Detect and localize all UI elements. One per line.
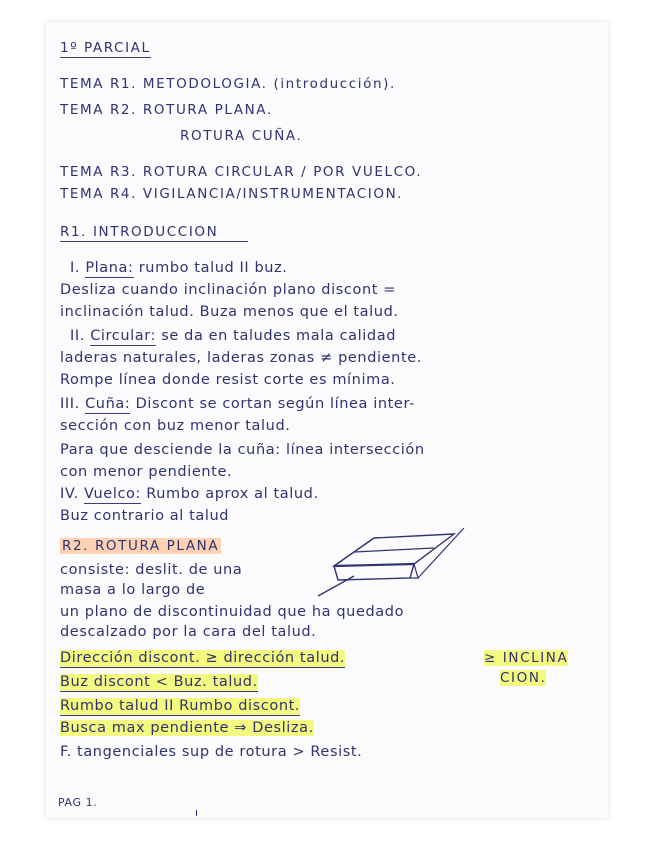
- tick-mark: [196, 810, 197, 816]
- tema-r2-cuna: ROTURA CUÑA.: [180, 128, 303, 144]
- section-r1-heading: R1. INTRODUCCION: [60, 224, 248, 240]
- highlight-line-buz: Buz discont < Buz. talud.: [60, 674, 258, 690]
- tema-r2: TEMA R2. ROTURA PLANA.: [60, 102, 273, 118]
- highlight-line-direccion: Dirección discont. ≥ dirección talud.: [60, 650, 346, 666]
- note-line-19: Buz contrario al talud: [60, 508, 230, 524]
- note-line-12: laderas naturales, laderas zonas ≠ pendiente.: [60, 350, 422, 366]
- notebook-page: [46, 22, 608, 818]
- note-line-24: descalzado por la cara del talud.: [60, 624, 317, 640]
- note-line-13: Rompe línea donde resist corte es mínima.: [60, 372, 396, 388]
- tema-r3: TEMA R3. ROTURA CIRCULAR / POR VUELCO.: [60, 164, 423, 180]
- highlight-line-busca: Busca max pendiente ⇒ Desliza.: [60, 720, 314, 736]
- page-number: PAG 1.: [58, 796, 98, 809]
- highlight-inclina: ≥ INCLINA: [484, 650, 569, 666]
- title-primer-parcial: 1º PARCIAL: [60, 40, 151, 56]
- note-line-17: con menor pendiente.: [60, 464, 233, 480]
- note-plana: I. Plana: rumbo talud II buz.: [70, 260, 288, 276]
- note-line-16: Para que desciende la cuña: línea intersección: [60, 442, 425, 458]
- note-vuelco: IV. Vuelco: Rumbo aprox al talud.: [60, 486, 319, 502]
- tema-r1: TEMA R1. METODOLOGIA. (introducción).: [60, 76, 396, 92]
- note-line-21: consiste: deslit. de una: [60, 562, 243, 578]
- section-r2-heading: R2. ROTURA PLANA: [62, 538, 220, 554]
- note-cuna: III. Cuña: Discont se cortan según línea inter-: [60, 396, 415, 412]
- rotura-plana-sketch-icon: [314, 524, 474, 604]
- note-line-23: un plano de discontinuidad que ha quedado: [60, 604, 405, 620]
- note-line-29: F. tangenciales sup de rotura > Resist.: [60, 744, 363, 760]
- tema-r4: TEMA R4. VIGILANCIA/INSTRUMENTACION.: [60, 186, 404, 202]
- note-line-09: Desliza cuando inclinación plano discont =: [60, 282, 396, 298]
- note-line-22: masa a lo largo de: [60, 582, 206, 598]
- highlight-cion: CION.: [500, 670, 547, 686]
- note-line-15: sección con buz menor talud.: [60, 418, 291, 434]
- highlight-line-rumbo: Rumbo talud II Rumbo discont.: [60, 698, 301, 714]
- note-circular: II. Circular: se da en taludes mala calidad: [70, 328, 397, 344]
- note-line-10: inclinación talud. Buza menos que el talud.: [60, 304, 399, 320]
